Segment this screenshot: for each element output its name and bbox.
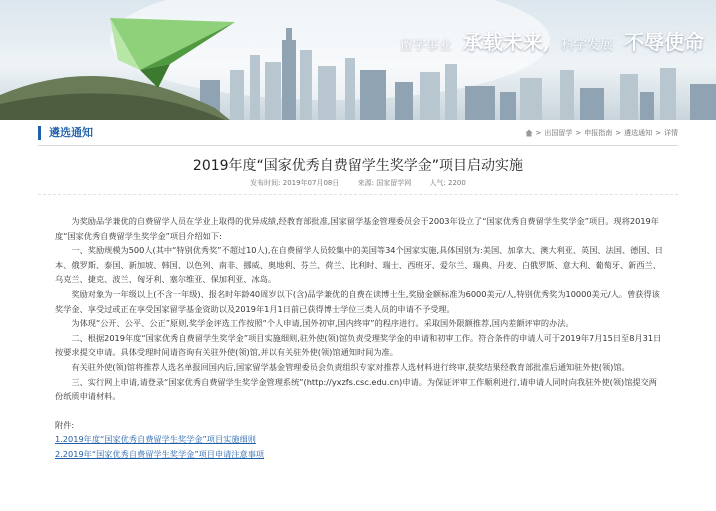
- attachment-link[interactable]: 1.2019年度“国家优秀自费留学生奖学金”项目实施细则: [55, 434, 256, 445]
- paragraph-review: 有关驻外使(领)馆将推荐人选名单报回国内后,国家留学基金管理委员会负责组织专家对推荐人选材料进行终审,获奖结果经教育部批准后通知驻外使(领)馆。: [71, 361, 630, 372]
- city-skyline-illustration: [0, 0, 716, 120]
- paragraph-eligibility: 奖励对象为一年级以上(不含一年级)、报名时年龄40周岁以下(含)品学兼优的自费在读博士生,奖励金额标准为6000美元/人,特别优秀奖为10000美元/人。曾获得该奖学金、享受过或正在享受国家留学基金资助以及2019年1月1日前已获得博士学位三类人员的申请不予受理。: [55, 288, 660, 314]
- breadcrumb-separator: >: [615, 129, 622, 137]
- breadcrumb-item-selection-notice[interactable]: 遴选通知: [624, 129, 653, 137]
- paragraph-intro: 为奖励品学兼优的自费留学人员在学业上取得的优异成绩,经教育部批准,国家留学基金管理委员会于2003年设立了“国家优秀自费留学生奖学金”项目。现将2019年度“国家优秀自费留学生奖学金”项目介绍如下:: [55, 216, 659, 241]
- breadcrumb-separator: >: [655, 129, 661, 137]
- breadcrumb: [525, 128, 679, 138]
- section-header: [38, 123, 678, 146]
- view-count: 人气: 2200: [429, 179, 466, 187]
- breadcrumb-item-study-abroad[interactable]: 出国留学: [544, 129, 573, 137]
- slogan-part-3: 科学发展: [560, 38, 613, 53]
- banner-slogan: [400, 26, 704, 55]
- slogan-part-2: 承载未来,: [462, 30, 550, 54]
- breadcrumb-item-application-guide[interactable]: 申报指南: [584, 129, 613, 137]
- article-body: [55, 214, 665, 462]
- article-meta: [0, 178, 716, 188]
- header-banner: [0, 0, 716, 120]
- breadcrumb-separator: >: [575, 129, 582, 137]
- attachment-link[interactable]: 2.2019年“国家优秀自费留学生奖学金”项目申请注意事项: [55, 448, 265, 459]
- paragraph-scale: 一、奖励规模为500人(其中“特别优秀奖”不超过10人),在自费留学人员较集中的美国等34个国家实施,具体国别为:美国、加拿大、澳大利亚、英国、法国、德国、日本、俄罗斯、泰国、新加坡、韩国、以色列、南非、挪威、奥地利、芬兰、荷兰、比利时、瑞士、西班牙、爱尔兰、瑞典、丹麦、白俄罗斯、意大利、葡萄牙、新西兰、乌克兰、捷克、波兰、匈牙利、塞尔维亚、保加利亚、冰岛。: [55, 245, 663, 285]
- attachments-label: 附件:: [55, 419, 75, 430]
- section-title: 遴选通知: [38, 126, 93, 140]
- divider: [38, 194, 678, 195]
- paragraph-application: 二、根据2019年度“国家优秀自费留学生奖学金”项目实施细则,驻外使(领)馆负责受理奖学金的申请和初审工作。符合条件的申请人可于2019年7月15日至8月31日按要求提交申请。具体受理时间请咨询有关驻外使(领)馆,并以有关驻外使(领)馆通知时间为准。: [55, 332, 662, 358]
- paragraph-online: 三、实行网上申请,请登录“国家优秀自费留学生奖学金管理系统”(http://yxzfs.csc.edu.cn)申请。为保证评审工作顺利进行,请申请人同时向我驻外使(领)馆提交两份纸质申请材料。: [55, 376, 657, 402]
- breadcrumb-item-details: 详情: [664, 129, 678, 137]
- paragraph-principle: 为体现“公开、公平、公正”原则,奖学金评选工作按照“个人申请,国外初审,国内终审”的程序进行。采取国外限额推荐,国内差额评审的办法。: [71, 318, 574, 329]
- breadcrumb-separator: >: [535, 129, 542, 137]
- article-source: 来源: 国家留学网: [357, 179, 412, 187]
- slogan-part-4: 不辱使命: [624, 30, 704, 54]
- article-title: 2019年度“国家优秀自费留学生奖学金”项目启动实施: [192, 158, 524, 174]
- home-icon[interactable]: [525, 129, 533, 137]
- publish-date: 发布时间: 2019年07月08日: [250, 179, 340, 187]
- slogan-part-1: 留学事业: [399, 38, 452, 53]
